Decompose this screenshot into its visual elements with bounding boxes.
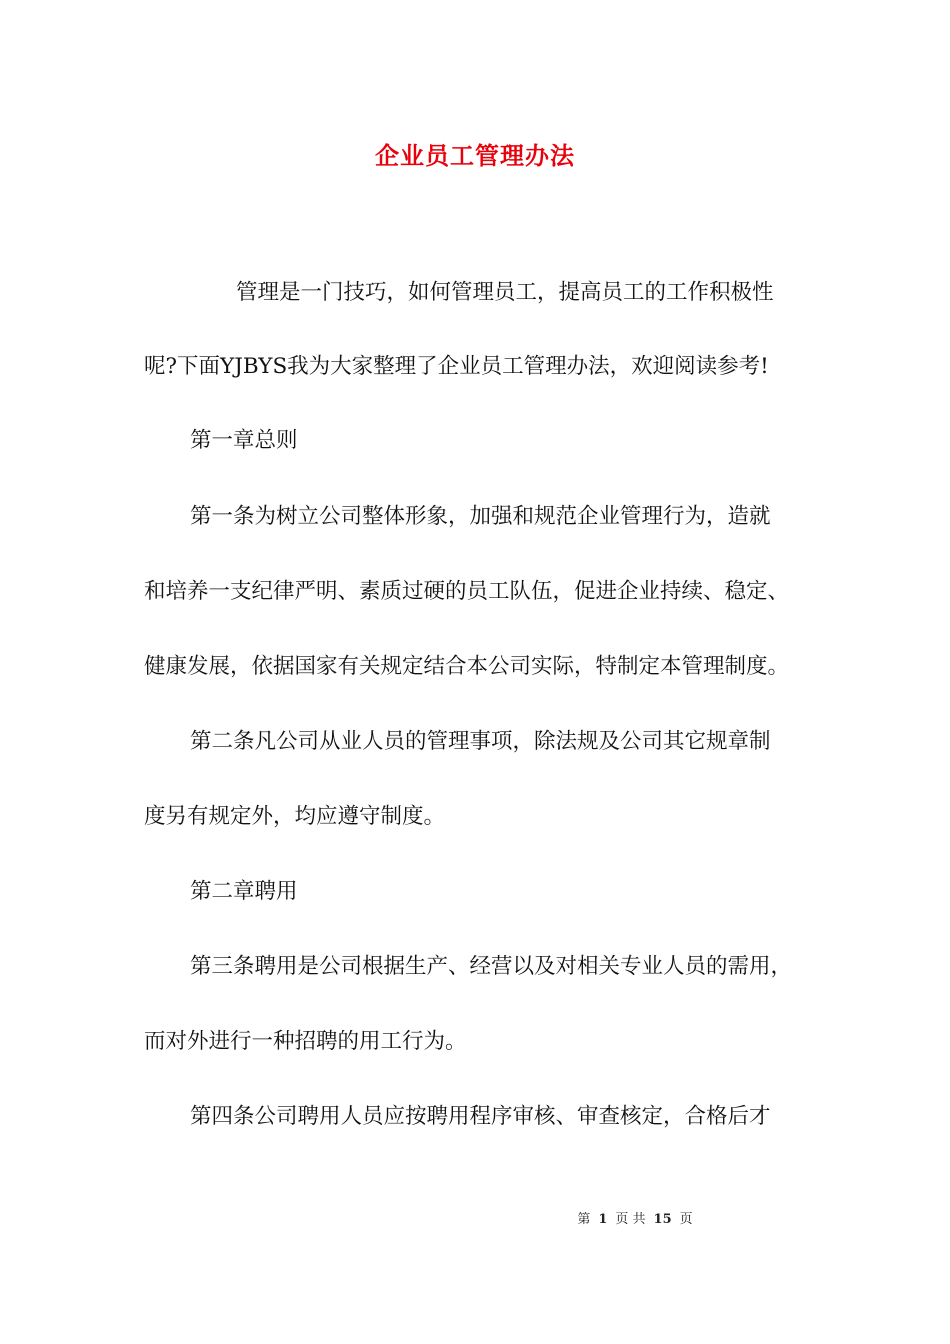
chapter-heading-1: 第一章总则 [190,428,298,453]
footer-total-pages: 15 [653,1212,672,1227]
page-footer [0,1208,950,1227]
footer-page-number: 1 [598,1212,608,1227]
paragraph-line-11: 而对外进行一种招聘的用工行为。 [144,1029,467,1054]
paragraph-line-5: 和培养一支纪律严明、素质过硬的员工队伍，促进企业持续、稳定、 [144,579,790,604]
paragraph-line-12: 第四条公司聘用人员应按聘用程序审核、审查核定，合格后才 [190,1104,771,1129]
paragraph-line-6: 健康发展，依据国家有关规定结合本公司实际，特制定本管理制度。 [144,654,790,679]
paragraph-line-10: 第三条聘用是公司根据生产、经营以及对相关专业人员的需用， [190,954,793,979]
footer-middle: 页 共 [615,1212,646,1227]
paragraph-line-4: 第一条为树立公司整体形象，加强和规范企业管理行为，造就 [190,504,771,529]
footer-suffix: 页 [679,1212,693,1227]
paragraph-line-8: 度另有规定外，均应遵守制度。 [144,804,446,829]
chapter-heading-2: 第二章聘用 [190,879,298,904]
footer-prefix: 第 [577,1212,591,1227]
paragraph-line-7: 第二条凡公司从业人员的管理事项，除法规及公司其它规章制 [190,729,771,754]
paragraph-line-1: 管理是一门技巧，如何管理员工，提高员工的工作积极性 [236,280,774,305]
document-title: 企业员工管理办法 [375,141,575,170]
paragraph-line-2: 呢?下面YJBYS我为大家整理了企业员工管理办法，欢迎阅读参考! [144,354,769,379]
